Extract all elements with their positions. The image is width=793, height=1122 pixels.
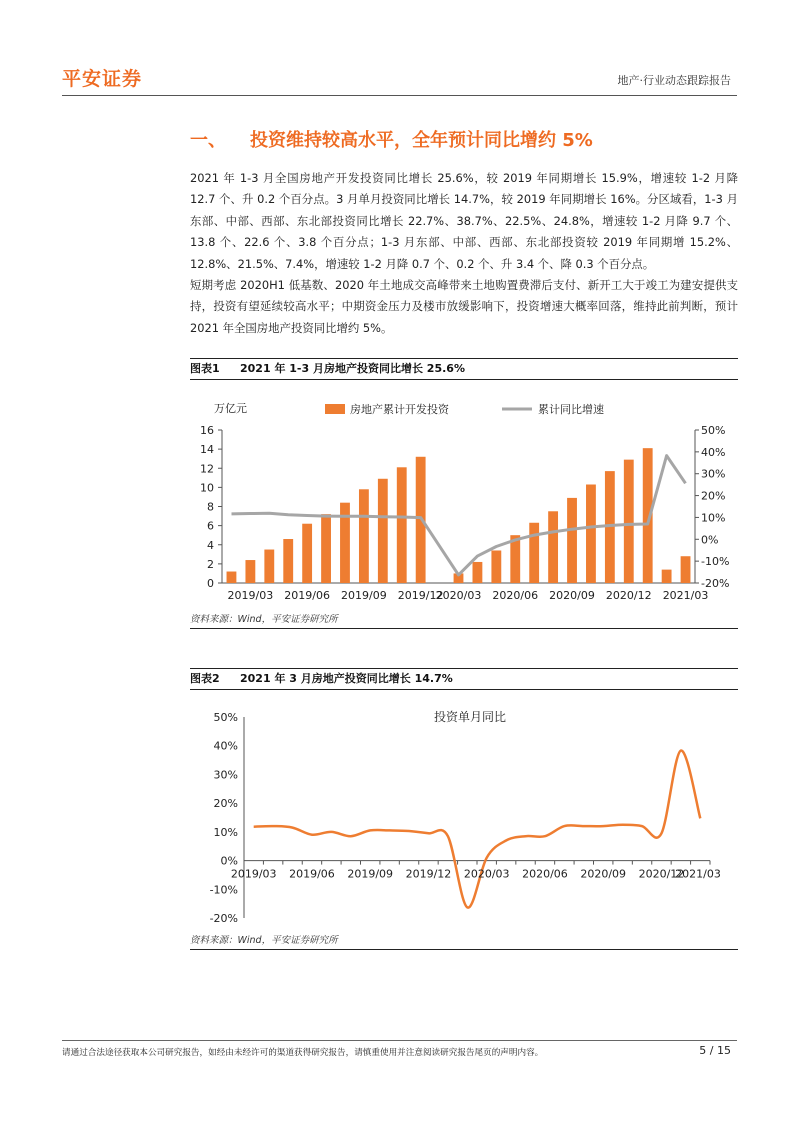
section-title: 投资维持较高水平，全年预计同比增约 5%: [250, 130, 593, 151]
legend-bar-label: 房地产累计开发投资: [350, 403, 449, 416]
bar: [567, 498, 577, 583]
x-tick-label: 2020/12: [605, 589, 652, 602]
y-left-tick-label: 4: [207, 538, 214, 552]
y-tick-label: -10%: [209, 883, 238, 897]
y-tick-label: 50%: [213, 711, 238, 724]
bar: [378, 479, 388, 583]
figure1-label: 图表1: [190, 362, 220, 375]
bar: [529, 523, 539, 583]
figure1-svg: [190, 380, 738, 612]
x-tick-label: 2019/03: [230, 867, 277, 881]
y-left-tick-label: 8: [207, 500, 214, 514]
y-tick-label: 10%: [213, 825, 238, 839]
x-tick-label: 2021/03: [662, 589, 709, 602]
x-tick-label: 2019/12: [397, 589, 444, 602]
bar: [586, 485, 596, 583]
y-left-tick-label: 14: [200, 443, 214, 457]
y-right-tick-label: 10%: [701, 511, 726, 525]
figure2-caption: [190, 668, 738, 690]
chart-title: 投资单月同比: [433, 710, 507, 724]
y-tick-label: 0%: [220, 854, 238, 868]
y-left-tick-label: 16: [200, 424, 214, 437]
figure2-chart: [190, 690, 738, 933]
figure1-caption: [190, 358, 738, 380]
y-right-tick-label: -10%: [701, 555, 730, 569]
x-tick-label: 2020/03: [435, 589, 482, 602]
y-tick-label: 30%: [213, 768, 238, 782]
x-tick-label: 2019/12: [405, 867, 452, 881]
x-tick-label: 2019/06: [289, 867, 335, 881]
x-tick-label: 2021/03: [675, 867, 721, 881]
bar: [624, 460, 634, 583]
figure1-chart: [190, 380, 738, 612]
bar: [359, 489, 369, 583]
y-left-tick-label: 2: [207, 557, 214, 571]
bar: [227, 572, 237, 583]
bar: [662, 570, 672, 583]
figure2-label: 图表2: [190, 672, 220, 685]
section-heading: [190, 126, 593, 152]
bar: [340, 503, 350, 583]
y-left-tick-label: 0: [207, 577, 214, 590]
bar: [491, 550, 501, 583]
x-tick-label: 2019/06: [284, 589, 330, 602]
figure2-svg: [190, 690, 738, 933]
y-right-tick-label: 20%: [701, 489, 726, 503]
y-left-tick-label: 12: [200, 462, 214, 476]
series-line-cumulative-yoy: [232, 456, 686, 575]
bar: [264, 550, 274, 583]
y-right-tick-label: -20%: [701, 577, 730, 590]
x-tick-label: 2019/03: [227, 589, 274, 602]
x-tick-label: 2020/09: [549, 589, 595, 602]
bar: [302, 524, 312, 583]
section-number: 一、: [190, 130, 226, 151]
figure2-title: 2021 年 3 月房地产投资同比增长 14.7%: [240, 672, 453, 685]
footer-rule: [62, 1040, 737, 1041]
paragraph-2: 短期考虑 2020H1 低基数、2020 年土地成交高峰带来土地购置费滞后支付、新开工大于竣工为建安提供支持，投资有望延续较高水平；中期资金压力及楼市放缓影响下，投资增速大概率回落，维持此前判断，预计 2021 年全国房地产投资同比增约 5%。: [190, 278, 738, 335]
x-tick-label: 2020/06: [492, 589, 539, 602]
x-tick-label: 2020/06: [522, 867, 568, 881]
bar: [397, 467, 407, 583]
y-tick-label: 40%: [213, 739, 238, 753]
figure2-source: 资料来源：Wind，平安证券研究所: [190, 933, 738, 950]
report-type: 地产·行业动态跟踪报告: [617, 74, 731, 87]
series-line-monthly-yoy: [254, 751, 701, 908]
legend-bar-swatch: [325, 404, 345, 414]
y-tick-label: 20%: [213, 797, 238, 811]
x-tick-label: 2019/09: [347, 867, 394, 881]
x-tick-label: 2020/12: [638, 867, 685, 881]
y-left-tick-label: 10: [200, 481, 214, 495]
legend-line-label: 累计同比增速: [538, 403, 604, 416]
bar: [473, 562, 483, 583]
company-logo: 平安证券: [62, 68, 143, 90]
page-number: 5 / 15: [699, 1044, 731, 1057]
bar: [321, 514, 331, 583]
x-tick-label: 2020/03: [463, 867, 510, 881]
figure1-title: 2021 年 1-3 月房地产投资同比增长 25.6%: [240, 362, 465, 375]
x-tick-label: 2019/09: [341, 589, 387, 602]
x-tick-label: 2020/09: [580, 867, 627, 881]
footer-disclaimer: 请通过合法途径获取本公司研究报告，如经由未经许可的渠道获得研究报告，请慎重使用并注意阅读研究报告尾页的声明内容。: [62, 1048, 544, 1058]
y-right-tick-label: 50%: [701, 424, 726, 437]
y-left-tick-label: 6: [207, 519, 214, 533]
bar: [548, 511, 558, 583]
figure1-source: 资料来源：Wind，平安证券研究所: [190, 612, 738, 629]
y-right-tick-label: 40%: [701, 445, 726, 459]
bar: [245, 560, 255, 583]
header-rule: [62, 95, 737, 96]
paragraph-1: 2021 年 1-3 月全国房地产开发投资同比增长 25.6%，较 2019 年同期增长 15.9%，增速较 1-2 月降 12.7 个、升 0.2 个百分点。3 月单月投资同比增长 14.7%，较 2019 年同期增长 16%。分区域看，1-3 月东部、中部、西部、东北部投资同比增长 22.7%、38.7%、22.5%、24.8%，增速较 1-2 月降 9.7 个、13.8 个、22.6 个、3.8 个百分点；1-3 月东部、中部、西部、东北部投资较 2019 年同期增 15.2%、12.8%、21.5%、7.4%，增速较 1-2 月降 0.7 个、0.2 个、升 3.4 个、降 0.3 个百分点。: [190, 171, 738, 271]
y-right-tick-label: 0%: [701, 533, 719, 547]
bar: [283, 539, 293, 583]
y-tick-label: -20%: [209, 912, 238, 925]
y-axis-title: 万亿元: [214, 402, 247, 415]
y-right-tick-label: 30%: [701, 467, 726, 481]
bar: [681, 556, 691, 583]
